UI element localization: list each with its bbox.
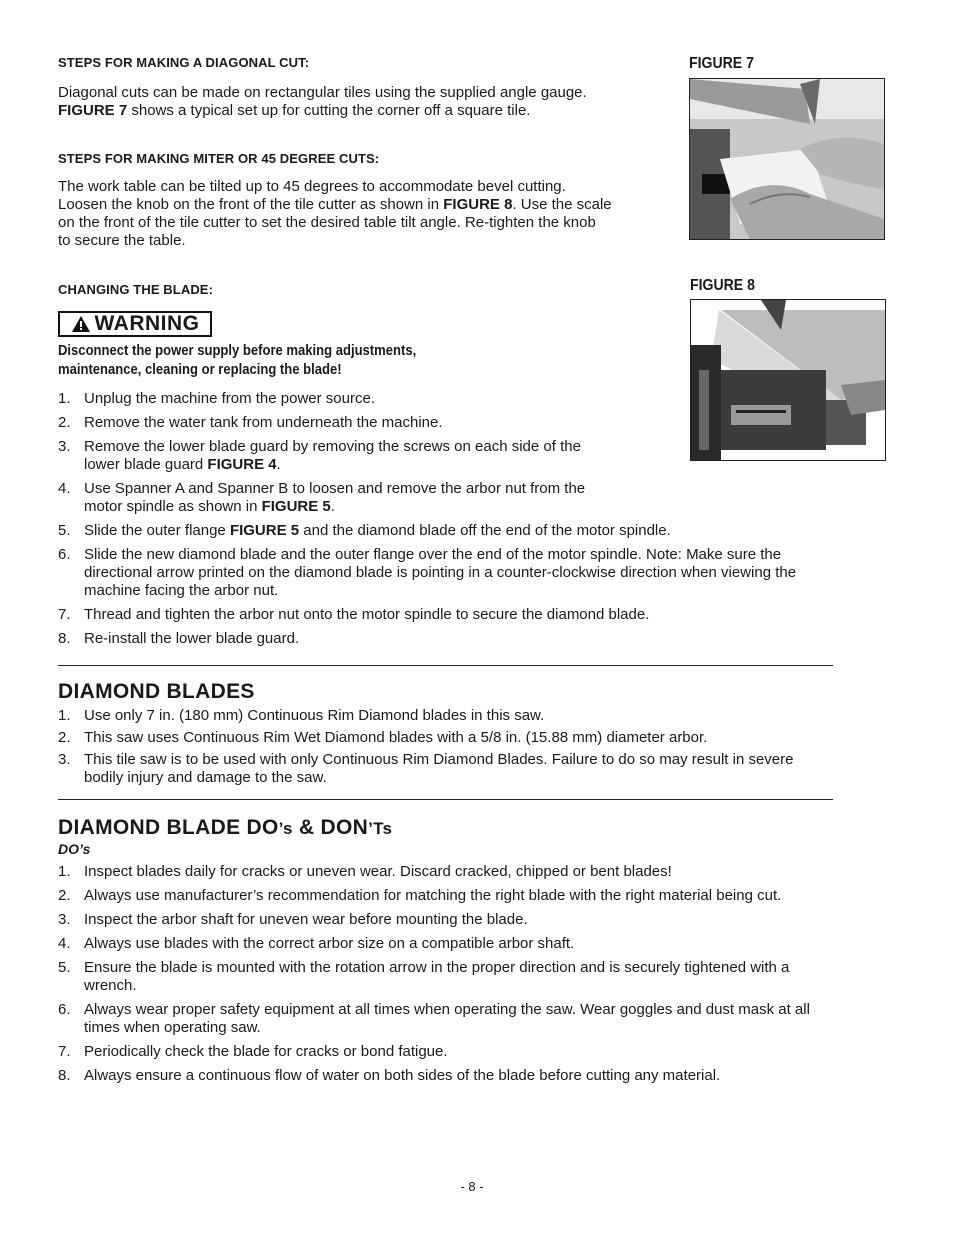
blade-change-steps-continued xyxy=(58,522,833,654)
miter-line-2 xyxy=(58,196,678,214)
miter-line-4: to secure the table. xyxy=(58,232,186,249)
warning-label: WARNING xyxy=(94,312,200,335)
item-number: 8. xyxy=(58,1067,71,1084)
heading-part: DIAMOND BLADE DO xyxy=(58,816,279,839)
miter-cut-paragraph xyxy=(58,178,678,250)
item-text: Use only 7 in. (180 mm) Continuous Rim Diamond blades in this saw. xyxy=(84,707,545,724)
item-text: motor spindle as shown in xyxy=(84,498,262,515)
item-text: lower blade guard xyxy=(84,456,208,473)
miter-cut-heading: STEPS FOR MAKING MITER OR 45 DEGREE CUTS: xyxy=(58,151,380,166)
item-number: 5. xyxy=(58,522,71,539)
list-item xyxy=(58,480,658,516)
changing-blade-heading: CHANGING THE BLADE: xyxy=(58,282,214,297)
item-number: 1. xyxy=(58,863,71,880)
item-text: Inspect blades daily for cracks or uneven wear. Discard cracked, chipped or bent blades! xyxy=(84,863,672,880)
heading-part: & DON xyxy=(292,816,369,839)
list-item xyxy=(58,1067,833,1085)
section-divider xyxy=(58,665,833,666)
diagonal-line-1: Diagonal cuts can be made on rectangular tiles using the supplied angle gauge. xyxy=(58,84,587,101)
diagonal-cut-paragraph xyxy=(58,84,668,120)
item-number: 3. xyxy=(58,911,71,928)
list-item xyxy=(58,414,658,432)
miter-line-1: The work table can be tilted up to 45 degrees to accommodate bevel cutting. xyxy=(58,178,566,195)
figure-ref: FIGURE 7 xyxy=(58,102,128,119)
item-text: Slide the outer flange xyxy=(84,522,230,539)
item-text: Remove the water tank from underneath the machine. xyxy=(84,414,443,431)
item-number: 7. xyxy=(58,606,71,623)
heading-part: ’Ts xyxy=(368,819,393,838)
item-text: This saw uses Continuous Rim Wet Diamond blades with a 5/8 in. (15.88 mm) diameter arbor. xyxy=(84,729,708,746)
list-item xyxy=(58,522,833,540)
section-divider xyxy=(58,799,833,800)
list-item xyxy=(58,438,658,474)
list-item xyxy=(58,630,833,648)
item-number: 2. xyxy=(58,729,71,746)
diamond-blades-heading: DIAMOND BLADES xyxy=(58,680,255,703)
item-number: 1. xyxy=(58,390,71,407)
item-text: Always use manufacturer’s recommendation for matching the right blade with the right material being cut. xyxy=(84,887,782,904)
item-number: 2. xyxy=(58,414,71,431)
figure-ref: FIGURE 8 xyxy=(443,196,513,213)
item-text: Periodically check the blade for cracks or bond fatigue. xyxy=(84,1043,448,1060)
dos-list xyxy=(58,863,833,1091)
item-number: 3. xyxy=(58,438,71,455)
page-number: - 8 - xyxy=(460,1179,484,1194)
figure-7-label: FIGURE 7 xyxy=(689,55,754,72)
dos-donts-heading xyxy=(58,816,392,840)
item-text: Re-install the lower blade guard. xyxy=(84,630,300,647)
warning-triangle-icon xyxy=(71,315,91,333)
miter-line-2a: Loosen the knob on the front of the tile cutter as shown in xyxy=(58,196,444,213)
item-text: Always ensure a continuous flow of water on both sides of the blade before cutting any material. xyxy=(84,1067,721,1084)
figure-7-photo xyxy=(689,78,885,240)
warning-badge xyxy=(58,311,212,337)
item-text: Inspect the arbor shaft for uneven wear before mounting the blade. xyxy=(84,911,528,928)
list-item xyxy=(58,606,833,624)
item-number: 6. xyxy=(58,546,71,563)
list-item xyxy=(58,911,833,929)
heading-part: ’s xyxy=(278,819,293,838)
figure-ref: FIGURE 5 xyxy=(261,498,331,515)
item-text-line-1: Use Spanner A and Spanner B to loosen and remove the arbor nut from the xyxy=(84,480,586,497)
list-item xyxy=(58,1001,833,1037)
item-number: 3. xyxy=(58,751,71,768)
list-item xyxy=(58,729,836,747)
list-item xyxy=(58,546,833,600)
diagonal-line-2-text: shows a typical set up for cutting the corner off a square tile. xyxy=(127,102,531,119)
item-number: 1. xyxy=(58,707,71,724)
item-text: Thread and tighten the arbor nut onto the motor spindle to secure the diamond blade. xyxy=(84,606,650,623)
item-text-line-2 xyxy=(84,498,658,516)
item-number: 4. xyxy=(58,480,71,497)
list-item xyxy=(58,751,836,787)
diagonal-line-2 xyxy=(58,102,668,120)
list-item xyxy=(58,390,658,408)
diamond-blades-list xyxy=(58,707,836,791)
list-item xyxy=(58,935,833,953)
figure-7-image xyxy=(690,79,884,239)
item-number: 4. xyxy=(58,935,71,952)
list-item xyxy=(58,887,833,905)
item-text: Always wear proper safety equipment at all times when operating the saw. Wear goggles and dust mask at all times when operating saw. xyxy=(84,1001,810,1036)
miter-line-3: on the front of the tile cutter to set the desired table tilt angle. Re-tighten the knob xyxy=(58,214,596,231)
list-item xyxy=(58,707,836,725)
figure-ref: FIGURE 4 xyxy=(207,456,277,473)
warning-note-line-2: maintenance, cleaning or replacing the blade! xyxy=(58,362,342,378)
item-text-line-2 xyxy=(84,456,658,474)
list-item xyxy=(58,1043,833,1061)
item-text-line-1: Remove the lower blade guard by removing the screws on each side of the xyxy=(84,438,581,455)
list-item xyxy=(58,863,833,881)
warning-note-line-1: Disconnect the power supply before making adjustments, xyxy=(58,343,417,359)
item-number: 5. xyxy=(58,959,71,976)
item-number: 7. xyxy=(58,1043,71,1060)
item-tail: . xyxy=(330,498,335,515)
figure-8-label: FIGURE 8 xyxy=(690,277,755,294)
item-number: 2. xyxy=(58,887,71,904)
item-text: This tile saw is to be used with only Continuous Rim Diamond Blades. Failure to do so may result in severe bodily injury and damage to the saw. xyxy=(84,751,794,786)
dos-subheading: DO’s xyxy=(58,841,91,857)
item-number: 6. xyxy=(58,1001,71,1018)
list-item xyxy=(58,959,833,995)
miter-line-2c: . Use the scale xyxy=(512,196,612,213)
diagonal-cut-heading: STEPS FOR MAKING A DIAGONAL CUT: xyxy=(58,55,310,70)
warning-note xyxy=(58,342,490,380)
blade-change-steps xyxy=(58,390,658,522)
item-tail: and the diamond blade off the end of the motor spindle. xyxy=(299,522,671,539)
item-number: 8. xyxy=(58,630,71,647)
item-text: Slide the new diamond blade and the outer flange over the end of the motor spindle. Note: Make sure the directional arrow printed on the diamond blade is pointing in a counter-clockwise direction when viewing the machine facing the arbor nut. xyxy=(84,546,797,599)
item-text: Always use blades with the correct arbor size on a compatible arbor shaft. xyxy=(84,935,575,952)
figure-8-photo xyxy=(690,299,886,461)
figure-8-image xyxy=(691,300,885,460)
item-text: Ensure the blade is mounted with the rotation arrow in the proper direction and is securely tightened with a wrench. xyxy=(84,959,790,994)
figure-ref: FIGURE 5 xyxy=(229,522,300,539)
item-tail: . xyxy=(276,456,281,473)
item-text: Unplug the machine from the power source. xyxy=(84,390,375,407)
